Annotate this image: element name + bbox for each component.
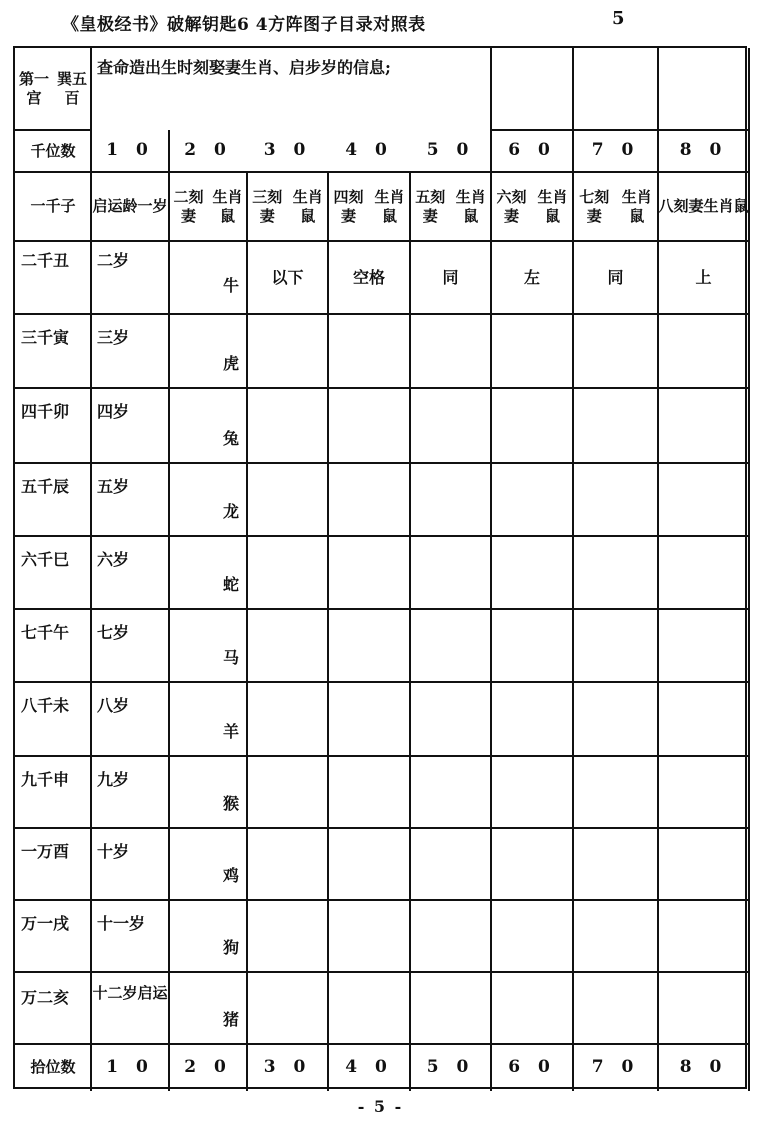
- thousands-label-text: 千位数: [30, 141, 76, 160]
- tens-value-text: 8 0: [679, 1056, 728, 1077]
- palace-number: 巽五百: [56, 70, 87, 107]
- branch-label: [15, 463, 91, 536]
- thousands-value: [491, 130, 573, 172]
- page-number-footer: - 5 -: [357, 1097, 404, 1116]
- age-text: 四岁: [97, 402, 130, 421]
- zodiac-cell: [169, 388, 247, 463]
- zodiac-cell: [169, 463, 247, 536]
- age-cell: [91, 241, 169, 314]
- age-cell: [91, 536, 169, 609]
- zodiac-cell-line2: 一岁: [137, 197, 168, 216]
- zodiac-cell: [169, 172, 247, 241]
- age-text: 十一岁: [97, 914, 146, 933]
- zodiac-cell-line1: 七刻妻: [579, 187, 610, 225]
- branch-label: [15, 682, 91, 756]
- note-cell: [410, 241, 491, 314]
- note-text: 同: [607, 267, 624, 287]
- note-cell: [247, 241, 328, 314]
- branch-label-text: 一千子: [30, 197, 76, 216]
- document-title: 《皇极经书》破解钥匙6 4方阵图子目录对照表: [62, 15, 426, 35]
- note-text: 以下: [271, 267, 304, 287]
- tens-label-text: 拾位数: [30, 1058, 76, 1077]
- zodiac-cell: [169, 241, 247, 314]
- age-text: 二岁: [97, 251, 130, 270]
- age-cell: [91, 756, 169, 828]
- thousands-value: [247, 130, 328, 172]
- lookup-table: [13, 46, 747, 1089]
- tens-value: [91, 1044, 169, 1091]
- page-number-top: 5: [612, 8, 625, 29]
- branch-label-text: 六千巳: [21, 550, 70, 569]
- branch-label: [15, 900, 91, 972]
- age-text: 五岁: [97, 477, 130, 496]
- zodiac-cell: [169, 609, 247, 682]
- zodiac-text: 兔: [222, 429, 239, 448]
- branch-label-text: 二千丑: [21, 251, 70, 270]
- age-cell: [91, 682, 169, 756]
- tens-value-text: 3 0: [263, 1056, 312, 1077]
- zodiac-text: 猪: [222, 1010, 239, 1029]
- zodiac-cell: [169, 682, 247, 756]
- age-text: 十二岁: [92, 984, 138, 1002]
- zodiac-cell: [169, 314, 247, 388]
- tens-value-text: 2 0: [184, 1056, 232, 1077]
- thousands-value: [658, 130, 749, 172]
- zodiac-text: 狗: [222, 938, 239, 957]
- thousands-value: [328, 130, 410, 172]
- zodiac-cell-line2: 生肖鼠: [703, 197, 749, 216]
- zodiac-cell-line2: 生肖鼠: [212, 187, 243, 225]
- age-text: 八岁: [97, 696, 130, 715]
- branch-label: [15, 536, 91, 609]
- note-cell: [573, 241, 658, 314]
- note-cell: [658, 241, 749, 314]
- zodiac-cell-line2: 生肖鼠: [374, 187, 405, 225]
- branch-label: [15, 756, 91, 828]
- description-text: 查命造出生时刻娶妻生肖、启步岁的信息;: [97, 58, 391, 77]
- thousands-value-text: 7 0: [591, 140, 640, 161]
- branch-label: [15, 172, 91, 241]
- branch-label-text: 八千未: [21, 696, 70, 715]
- tens-value: [247, 1044, 328, 1091]
- zodiac-cell: [169, 828, 247, 900]
- branch-label-text: 五千辰: [21, 477, 70, 496]
- age-text: 七岁: [97, 623, 130, 642]
- thousands-label: [15, 130, 91, 172]
- thousands-value-text: 3 0: [263, 140, 312, 161]
- age-text: 十岁: [97, 842, 130, 861]
- zodiac-cell-line2: 生肖鼠: [292, 187, 323, 225]
- zodiac-cell: [169, 900, 247, 972]
- branch-label-text: 一万酉: [21, 842, 70, 861]
- note-text: 左: [523, 267, 540, 287]
- age-cell: [91, 314, 169, 388]
- branch-label: [15, 241, 91, 314]
- zodiac-text: 牛: [222, 276, 239, 295]
- age-text: 九岁: [97, 770, 130, 789]
- age-cell: [91, 609, 169, 682]
- zodiac-text: 羊: [222, 722, 239, 741]
- zodiac-cell: [247, 172, 328, 241]
- thousands-value-text: 8 0: [679, 140, 728, 161]
- zodiac-text: 马: [222, 648, 239, 667]
- thousands-value-text: 6 0: [508, 140, 556, 161]
- thousands-value-text: 2 0: [184, 140, 232, 161]
- zodiac-cell-line1: 八刻妻: [658, 197, 704, 216]
- zodiac-cell-line1: 二刻妻: [173, 187, 204, 225]
- zodiac-text: 猴: [222, 794, 239, 813]
- branch-label-text: 万二亥: [21, 988, 70, 1007]
- branch-label-text: 四千卯: [21, 402, 70, 421]
- note-cell: [328, 241, 410, 314]
- tens-value: [328, 1044, 410, 1091]
- note-cell: [491, 241, 573, 314]
- zodiac-cell: [658, 172, 749, 241]
- palace-name: 第一宫: [18, 70, 49, 107]
- thousands-value: [91, 130, 169, 172]
- zodiac-cell-line1: 五刻妻: [415, 187, 446, 225]
- thousands-value-text: 1 0: [106, 140, 154, 161]
- tens-value-text: 5 0: [426, 1056, 475, 1077]
- note-text: 同: [442, 267, 459, 287]
- zodiac-cell-line2: 生肖鼠: [621, 187, 652, 225]
- zodiac-cell-line1: 六刻妻: [496, 187, 527, 225]
- branch-label-text: 万一戌: [21, 914, 70, 933]
- zodiac-cell-line2: 生肖鼠: [537, 187, 568, 225]
- tens-label: [15, 1044, 91, 1091]
- zodiac-cell: [573, 172, 658, 241]
- branch-label-text: 九千申: [21, 770, 70, 789]
- zodiac-cell: [91, 172, 169, 241]
- thousands-value: [169, 130, 247, 172]
- age-cell: [91, 828, 169, 900]
- age-cell: [91, 900, 169, 972]
- age-text: 三岁: [97, 328, 130, 347]
- branch-label-text: 七千午: [21, 623, 70, 642]
- table-description: [91, 48, 491, 130]
- age-cell: [91, 972, 169, 1044]
- branch-label: [15, 314, 91, 388]
- tens-value: [491, 1044, 573, 1091]
- zodiac-cell-line1: 四刻妻: [333, 187, 364, 225]
- tens-value: [169, 1044, 247, 1091]
- zodiac-cell: [328, 172, 410, 241]
- thousands-value: [410, 130, 491, 172]
- thousands-value-text: 5 0: [426, 140, 475, 161]
- zodiac-cell: [410, 172, 491, 241]
- zodiac-cell: [491, 172, 573, 241]
- zodiac-text: 虎: [222, 354, 239, 373]
- tens-value-text: 6 0: [508, 1056, 556, 1077]
- zodiac-cell: [169, 756, 247, 828]
- zodiac-text: 龙: [222, 502, 239, 521]
- tens-value-text: 1 0: [106, 1056, 154, 1077]
- age-cell: [91, 463, 169, 536]
- age-text: 六岁: [97, 550, 130, 569]
- branch-label-text: 三千寅: [21, 328, 70, 347]
- tens-value: [658, 1044, 749, 1091]
- branch-label: [15, 609, 91, 682]
- zodiac-cell: [169, 972, 247, 1044]
- note-text: 空格: [352, 267, 385, 287]
- branch-label: [15, 972, 91, 1044]
- zodiac-text: 蛇: [222, 575, 239, 594]
- palace-label: [15, 48, 91, 130]
- tens-value: [573, 1044, 658, 1091]
- note-text: 上: [695, 267, 712, 287]
- thousands-value-text: 4 0: [345, 140, 393, 161]
- zodiac-text: 鸡: [222, 866, 239, 885]
- branch-label: [15, 388, 91, 463]
- tens-value-text: 7 0: [591, 1056, 640, 1077]
- thousands-value: [573, 130, 658, 172]
- start-luck-text: 启运: [137, 984, 168, 1002]
- zodiac-cell-line1: 启运龄: [92, 197, 138, 216]
- age-cell: [91, 388, 169, 463]
- tens-value: [410, 1044, 491, 1091]
- zodiac-cell-line1: 三刻妻: [252, 187, 283, 225]
- zodiac-cell: [169, 536, 247, 609]
- zodiac-cell-line2: 生肖鼠: [455, 187, 486, 225]
- branch-label: [15, 828, 91, 900]
- tens-value-text: 4 0: [345, 1056, 393, 1077]
